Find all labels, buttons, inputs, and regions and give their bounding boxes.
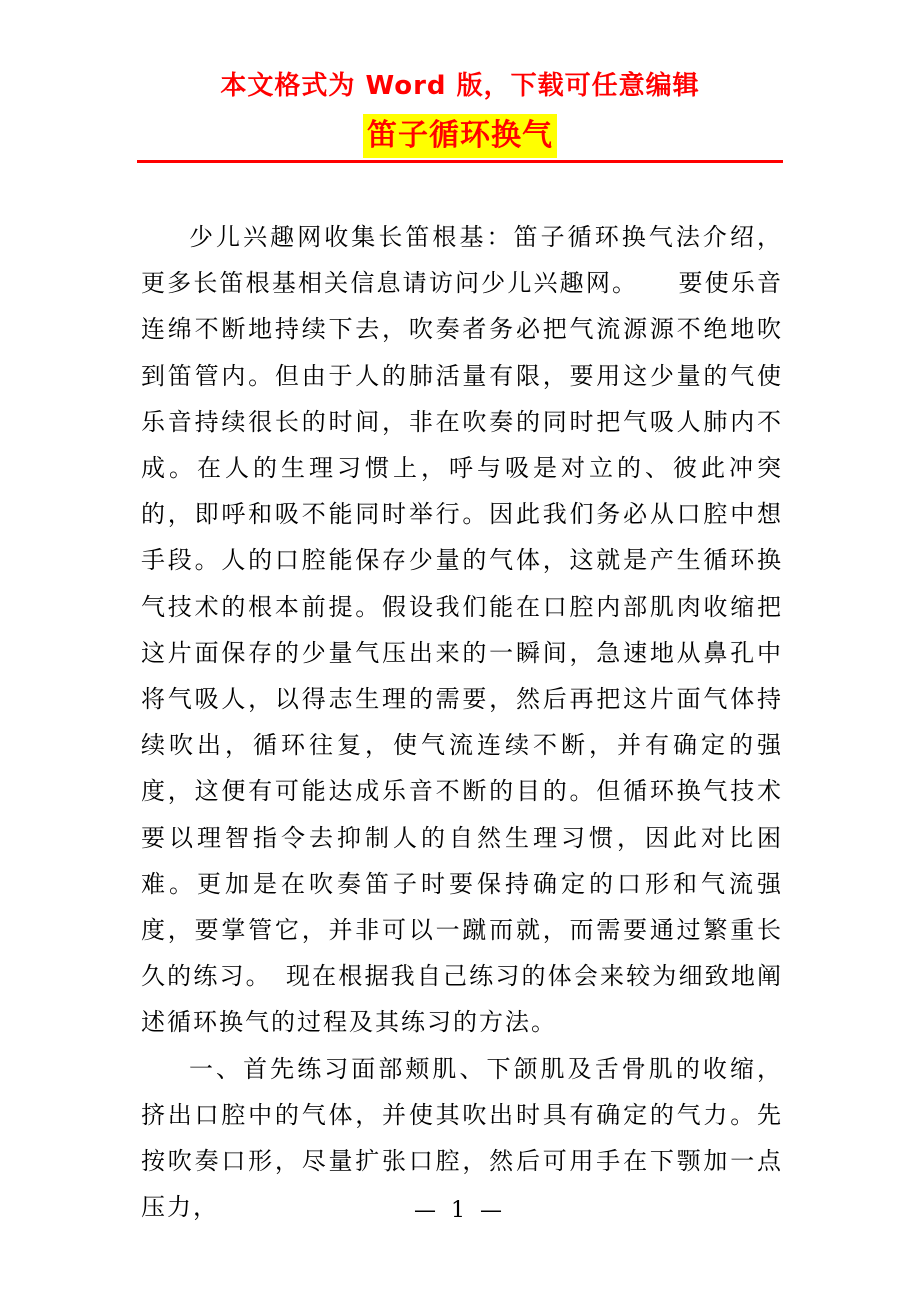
document-body (141, 214, 783, 1230)
document-title: 笛子循环换气 (363, 114, 557, 158)
title-container (0, 114, 920, 158)
title-divider (137, 160, 783, 163)
paragraph: 少儿兴趣网收集长笛根基：笛子循环换气法介绍，更多长笛根基相关信息请访问少儿兴趣网。 要使乐音连绵不断地持续下去，吹奏者务必把气流源源不绝地吹到笛管内。但由于人的肺活量有限，要用这少量的气使乐音持续很长的时间，非在吹奏的同时把气吸人肺内不成。在人的生理习惯上，呼与吸是对立的、彼此冲突的，即呼和吸不能同时举行。因此我们务必从口腔中想手段。人的口腔能保存少量的气体，这就是产生循环换气技术的根本前提。假设我们能在口腔内部肌肉收缩把这片面保存的少量气压出来的一瞬间，急速地从鼻孔中将气吸人，以得志生理的需要，然后再把这片面气体持续吹出，循环往复，使气流连续不断，并有确定的强度，这便有可能达成乐音不断的目的。但循环换气技术要以理智指令去抑制人的自然生理习惯，因此对比困难。更加是在吹奏笛子时要保持确定的口形和气流强度，要掌管它，并非可以一蹴而就，而需要通过繁重长久的练习。 现在根据我自己练习的体会来较为细致地阐述循环换气的过程及其练习的方法。 (141, 223, 783, 1037)
page-number: — 1 — (414, 1198, 506, 1223)
paragraph: 一、首先练习面部颊肌、下颌肌及舌骨肌的收缩，挤出口腔中的气体，并使其吹出时具有确定的气力。先按吹奏口形，尽量扩张口腔，然后可用手在下颚加一点压力， (141, 1054, 783, 1222)
format-banner: 本文格式为 Word 版，下载可任意编辑 (220, 71, 700, 101)
